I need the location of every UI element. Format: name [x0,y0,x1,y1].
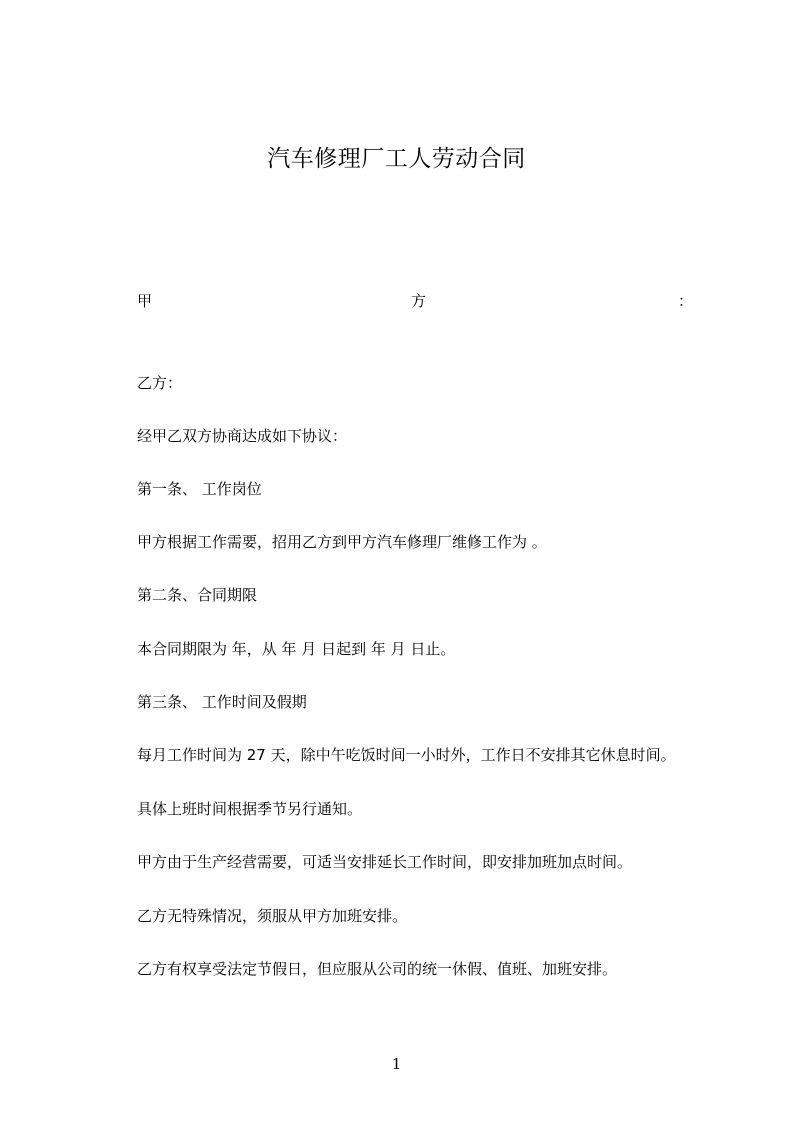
party-a-char-2: 方 [411,292,427,310]
party-b-line: 乙方： [137,374,183,392]
article-1-heading: 第一条、 工作岗位 [137,480,262,498]
article-3-text-5: 乙方有权享受法定节假日，但应服从公司的统一休假、值班、加班安排。 [137,960,618,978]
article-1-text: 甲方根据工作需要，招用乙方到甲方汽车修理厂维修工作为 。 [137,533,547,551]
article-3-text-2: 具体上班时间根据季节另行通知。 [137,800,363,818]
article-3-text-3: 甲方由于生产经营需要，可适当安排延长工作时间，即安排加班加点时间。 [137,853,633,871]
party-a-char-1: 甲 [137,292,153,310]
article-3-text-4: 乙方无特殊情况，须服从甲方加班安排。 [137,907,408,925]
document-title: 汽车修理厂工人劳动合同 [267,146,526,172]
article-3-heading: 第三条、 工作时间及假期 [137,693,307,711]
party-a-line [137,290,693,312]
article-3-text-1: 每月工作时间为 27 天，除中午吃饭时间一小时外，工作日不安排其它休息时间。 [137,746,676,764]
article-2-heading: 第二条、合同期限 [137,586,258,604]
party-a-colon: ： [677,292,693,310]
agreement-intro: 经甲乙双方协商达成如下协议： [137,427,348,445]
page-number: 1 [391,1055,402,1073]
article-2-text: 本合同期限为 年，从 年 月 日起到 年 月 日止。 [137,640,456,658]
